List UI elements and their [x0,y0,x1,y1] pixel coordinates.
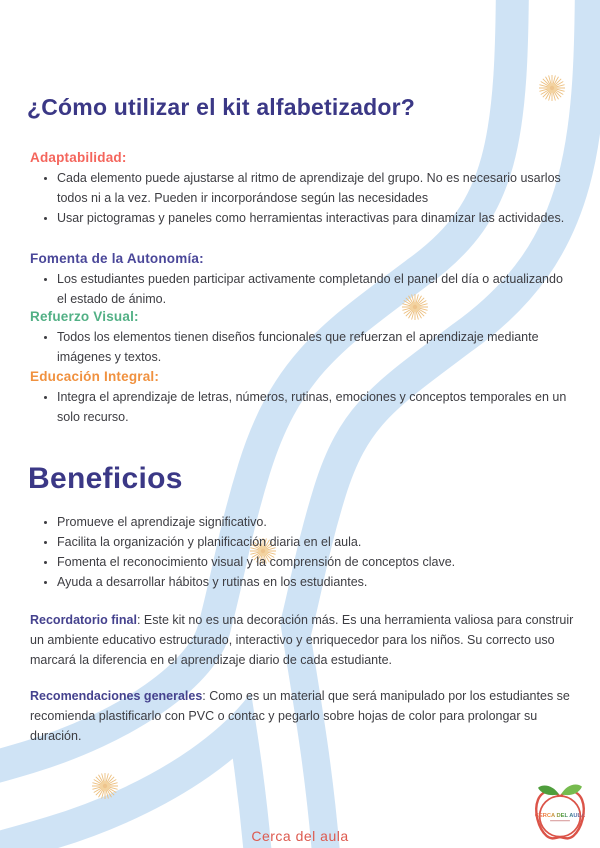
bullet-list [30,269,575,309]
section-heading: Adaptabilidad: [30,150,127,165]
logo-text: CERCA DEL AULA [534,812,586,819]
section-heading: Educación Integral: [30,369,160,384]
section-adaptabilidad [30,148,575,228]
bullet-item: • Integra el aprendizaje de letras, números, rutinas, emociones y conceptos temporales en un solo recurso. [57,387,575,427]
section-refuerzo-visual [30,307,575,367]
benefits-heading: Beneficios [28,462,183,495]
bullet-list [30,387,575,427]
bullet-item: • Cada elemento puede ajustarse al ritmo de aprendizaje del grupo. No es necesario usarlos todos ni a la vez. Pueden ir incorporándose según las necesidades [57,168,575,208]
page-title: ¿Cómo utilizar el kit alfabetizador? [27,94,416,120]
paragraph-lead: Recordatorio final [30,613,137,627]
bullet-item: • Todos los elementos tienen diseños funcionales que refuerzan el aprendizaje mediante imágenes y textos. [57,327,575,367]
bullet-item: • Promueve el aprendizaje significativo. [57,512,600,532]
bullet-item: • Ayuda a desarrollar hábitos y rutinas en los estudiantes. [57,572,600,592]
closing-paragraph-recordatorio [30,610,578,670]
bullet-item: • Fomenta el reconocimiento visual y la comprensión de conceptos clave. [57,552,600,572]
bullet-list [30,168,575,228]
footer-brand-text: Cerca del aula [251,828,349,844]
benefits-list [30,512,600,592]
paragraph-text: : Como es un material que será manipulado por los estudiantes se recomienda plastificarlo con PVC o contac y pegarlo sobre hojas de color para prolongar su duración. [30,689,570,743]
section-heading: Fomenta de la Autonomía: [30,251,204,266]
paragraph-lead: Recomendaciones generales [30,689,203,703]
bullet-list [30,327,575,367]
bullet-item: • Usar pictogramas y paneles como herramientas interactivas para dinamizar las actividades. [57,208,575,228]
closing-paragraph-recomendaciones [30,686,578,746]
paragraph-text: : Este kit no es una decoración más. Es una herramienta valiosa para construir un ambiente educativo estructurado, interactivo y enriquecedor para los niños. Su correcto uso marcará la diferencia en el aprendizaje diario de cada estudiante. [30,613,574,667]
cerca-del-aula-logo [527,780,593,846]
bullet-item: • Facilita la organización y planificación diaria en el aula. [57,532,600,552]
section-fomenta-autonomia [30,249,575,309]
section-heading: Refuerzo Visual: [30,309,139,324]
section-educacion-integral [30,367,575,427]
bullet-item: • Los estudiantes pueden participar activamente completando el panel del día o actualizando el estado de ánimo. [57,269,575,309]
